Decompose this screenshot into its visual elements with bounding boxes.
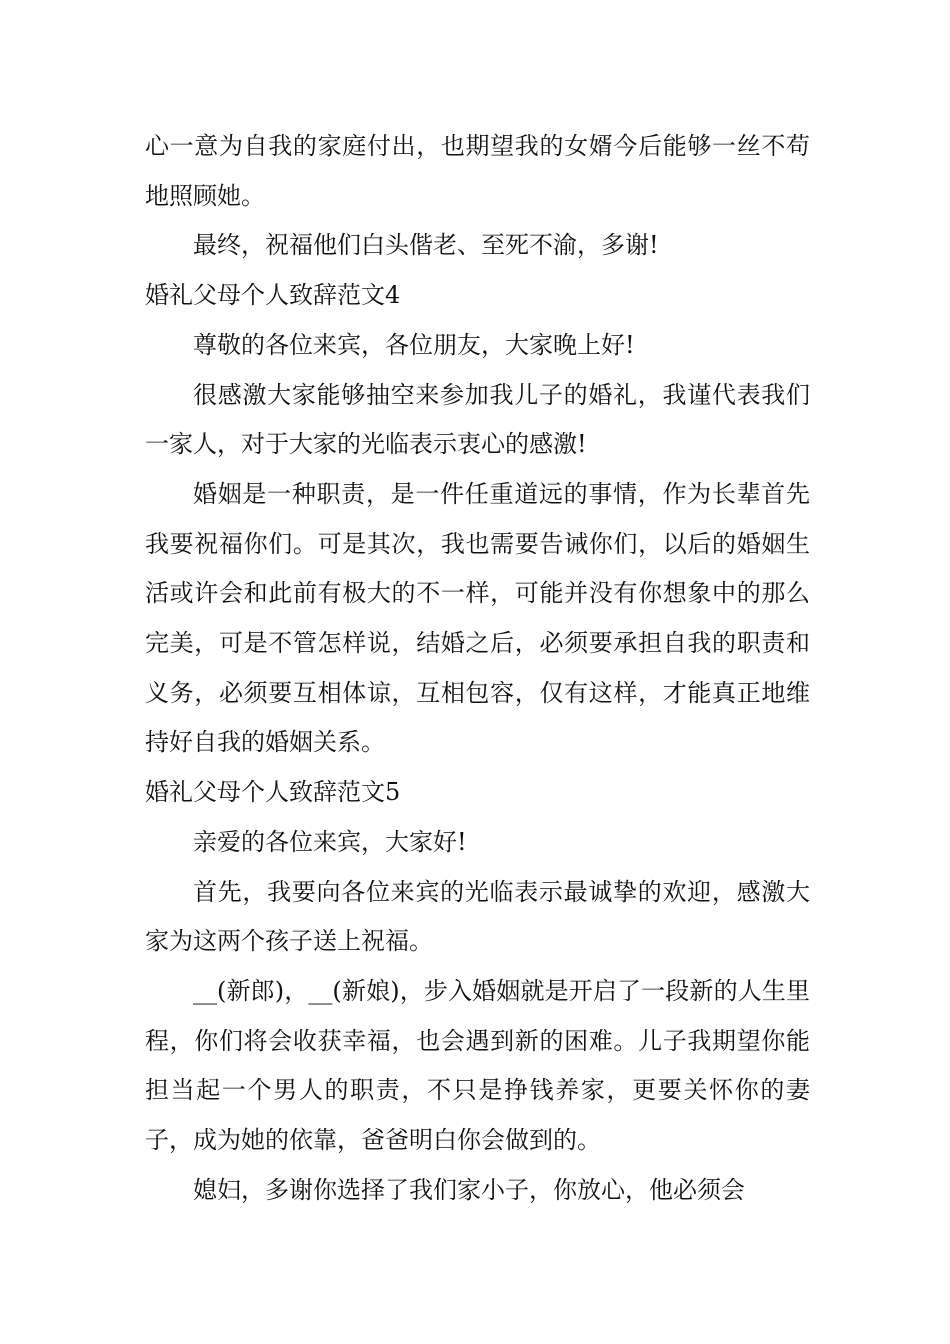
- paragraph: __(新郎)，__(新娘)，步入婚姻就是开启了一段新的人生里程，你们将会收获幸福，也会遇到新的困难。儿子我期望你能担当起一个男人的职责，不只是挣钱养家，更要关怀你的妻子，成为她的依靠，爸爸明白你会做到的。: [145, 976, 810, 1155]
- paragraph: 最终，祝福他们白头偕老、至死不渝，多谢!: [193, 231, 659, 260]
- paragraph: 尊敬的各位来宾，各位朋友，大家晚上好!: [193, 330, 635, 359]
- paragraph: 婚姻是一种职责，是一件任重道远的事情，作为长辈首先我要祝福你们。可是其次，我也需要告诫你们，以后的婚姻生活或许会和此前有极大的不一样，可能并没有你想象中的那么完美，可是不管怎样说，结婚之后，必须要承担自我的职责和义务，必须要互相体谅，互相包容，仅有这样，才能真正地维持好自我的婚姻关系。: [145, 479, 810, 757]
- section-heading: 婚礼父母个人致辞范文5: [145, 778, 401, 807]
- section-heading: 婚礼父母个人致辞范文4: [145, 281, 401, 310]
- paragraph: 媳妇，多谢你选择了我们家小子，你放心，他必须会: [193, 1175, 745, 1204]
- paragraph: 很感激大家能够抽空来参加我儿子的婚礼，我谨代表我们一家人，对于大家的光临表示衷心的感激!: [145, 380, 810, 459]
- paragraph: 首先，我要向各位来宾的光临表示最诚挚的欢迎，感激大家为这两个孩子送上祝福。: [145, 877, 810, 956]
- paragraph-continuation: 心一意为自我的家庭付出，也期望我的女婿今后能够一丝不苟地照顾她。: [145, 132, 810, 210]
- document-body: [145, 122, 810, 1215]
- paragraph: 亲爱的各位来宾，大家好!: [193, 827, 467, 856]
